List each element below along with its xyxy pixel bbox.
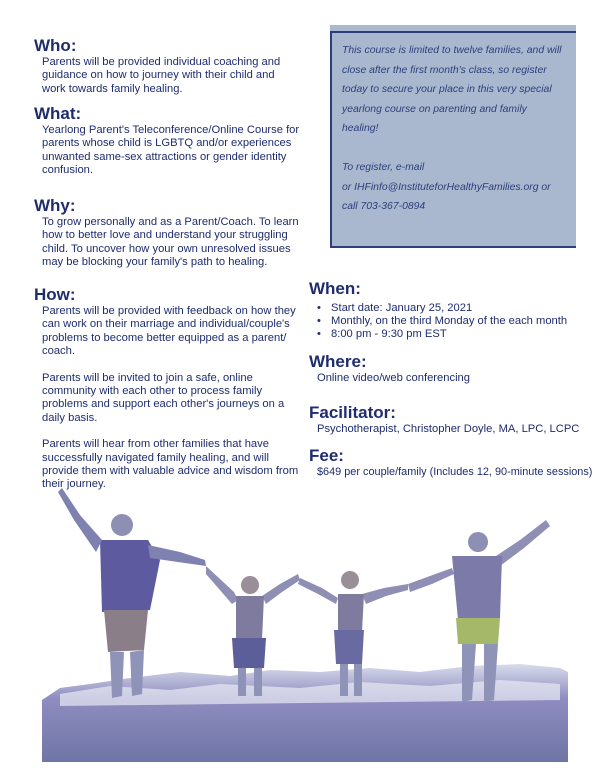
where-heading: Where: bbox=[309, 352, 367, 371]
fee-text: $649 per couple/family (Includes 12, 90-minute sessions) bbox=[317, 466, 593, 478]
what-text: Yearlong Parent's Teleconference/Online Course for parents whose child is LGBTQ and/or experiences unwanted same-sex attractions or gender identity confusion. bbox=[42, 124, 300, 177]
how-paragraph-3: Parents will hear from other families that have successfully navigated family healing, and will provide them with valuable advice and wisdom from their journey. bbox=[42, 438, 299, 491]
how-heading: How: bbox=[34, 285, 76, 304]
callout-register: To register, e-mail bbox=[342, 161, 425, 173]
adult-left-figure bbox=[58, 488, 206, 698]
facilitator-heading: Facilitator: bbox=[309, 403, 396, 422]
who-heading: Who: bbox=[34, 36, 77, 55]
who-text: Parents will be provided individual coaching and guidance on how to journey with their child and work towards family healing. bbox=[42, 56, 281, 95]
callout-promo: This course is limited to twelve families, and will close after the first month's class, so register today to secure your place in this very special yearlong course on parenting and family healing! bbox=[342, 45, 562, 135]
when-item-time: • 8:00 pm - 9:30 pm EST bbox=[317, 328, 594, 341]
why-text: To grow personally and as a Parent/Coach. To learn how to better love and understand your struggling child. To uncover how your own unresolved issues may be blocking your family's path to healing. bbox=[42, 216, 299, 269]
when-item-monthly: • Monthly, on the third Monday of the each month bbox=[317, 315, 594, 328]
how-paragraph-1: Parents will be provided with feedback on how they can work on their marriage and individual/couple's problems to become better equipped as a parent/ coach. bbox=[42, 305, 296, 358]
when-item-start: • Start date: January 25, 2021 bbox=[317, 302, 594, 315]
facilitator-text: Psychotherapist, Christopher Doyle, MA, LPC, LCPC bbox=[317, 423, 580, 435]
how-paragraph-2: Parents will be invited to join a safe, online community with each other to process family problems and support each other's journeys on a daily basis. bbox=[42, 371, 285, 424]
callout-email[interactable]: or IHFinfo@InstituteforHealthyFamilies.org or bbox=[342, 181, 551, 193]
callout-phone[interactable]: call 703-367-0894 bbox=[342, 201, 426, 213]
where-text: Online video/web conferencing bbox=[317, 372, 470, 384]
when-heading: When: bbox=[309, 279, 361, 298]
why-heading: Why: bbox=[34, 196, 76, 215]
what-heading: What: bbox=[34, 104, 82, 123]
fee-heading: Fee: bbox=[309, 446, 344, 465]
